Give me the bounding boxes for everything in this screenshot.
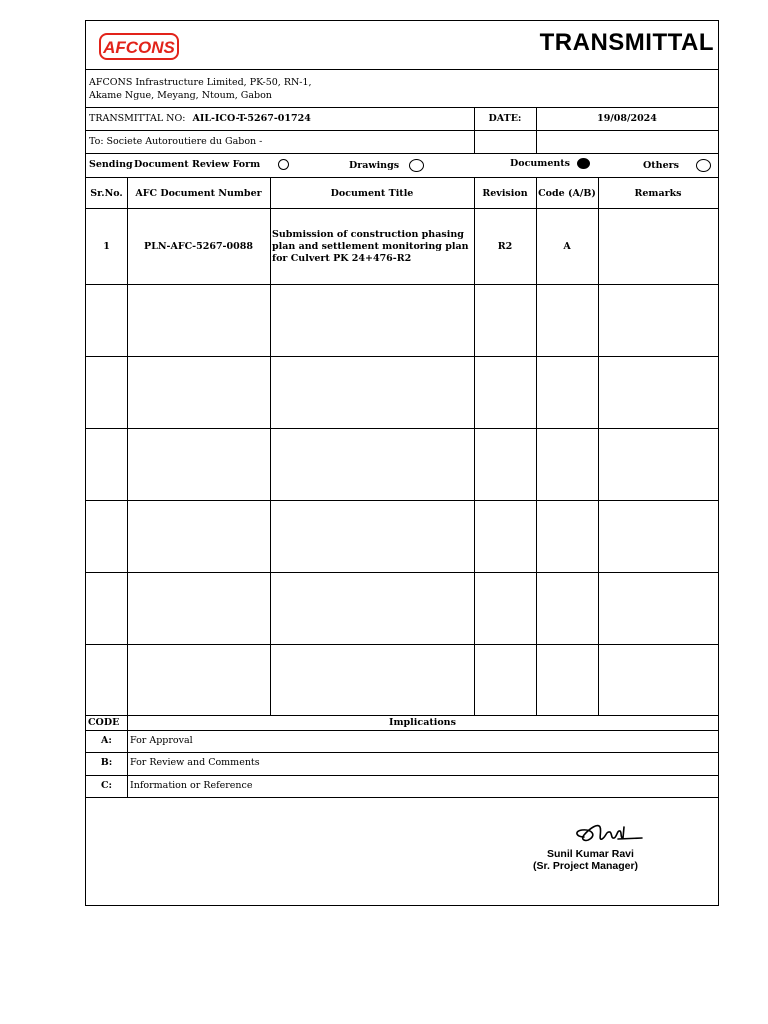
cell-doc-title: Submission of construction phasing plan and settlement monitoring plan for Culvert PK 24+476-R2	[272, 228, 469, 264]
radio-empty-icon[interactable]	[409, 159, 424, 172]
option-drawings[interactable]	[349, 159, 424, 172]
address-line-2: Akame Ngue, Meyang, Ntoum, Gabon	[89, 90, 272, 101]
option-others[interactable]	[643, 159, 711, 172]
col-header-revision: Revision	[482, 187, 528, 199]
code-c: C:	[100, 780, 113, 791]
date-value: 19/08/2024	[597, 113, 657, 124]
implications-header: Implications	[389, 717, 456, 728]
signatory-name: Sunil Kumar Ravi	[547, 848, 634, 860]
radio-empty-icon[interactable]	[696, 159, 711, 172]
transmittal-no-value: AIL-ICO-T-5267-01724	[192, 113, 311, 124]
cell-code: A	[563, 241, 571, 252]
option-label: Document Review Form	[134, 159, 261, 170]
document-table	[86, 178, 718, 716]
cell-revision: R2	[497, 241, 513, 252]
radio-filled-icon[interactable]	[577, 158, 590, 169]
to-row	[86, 131, 718, 154]
col-header-remarks: Remarks	[634, 187, 682, 199]
header-row	[86, 21, 718, 70]
cell-remarks	[598, 209, 718, 284]
address-line-1: AFCONS Infrastructure Limited, PK-50, RN-1,	[89, 77, 312, 88]
afcons-logo	[99, 33, 179, 60]
col-header-code: Code (A/B)	[538, 187, 596, 199]
code-a: A:	[101, 735, 112, 746]
col-header-doc-number: AFC Document Number	[135, 187, 262, 199]
cell-sr-no: 1	[103, 241, 110, 252]
signature-mark	[572, 819, 650, 849]
radio-empty-icon[interactable]	[278, 159, 289, 170]
sending-row	[86, 154, 718, 178]
option-document-review-form[interactable]	[134, 159, 289, 170]
transmittal-no-label: TRANSMITTAL NO:	[89, 113, 186, 124]
col-header-doc-title: Document Title	[330, 187, 414, 199]
recipient: To: Societe Autoroutiere du Gabon -	[89, 136, 263, 147]
cell-doc-number: PLN-AFC-5267-0088	[144, 241, 253, 252]
sending-label: Sending	[89, 159, 133, 170]
col-header-sr-no: Sr.No.	[90, 187, 123, 199]
option-label: Others	[643, 160, 679, 171]
page-title: TRANSMITTAL	[539, 29, 714, 56]
logo-text: AFCONS	[103, 38, 175, 57]
option-label: Drawings	[349, 160, 400, 171]
option-documents[interactable]	[510, 158, 590, 169]
code-b: B:	[100, 757, 113, 768]
date-label: DATE:	[488, 113, 522, 124]
code-b-text: For Review and Comments	[130, 757, 260, 768]
signatory-designation: (Sr. Project Manager)	[533, 860, 639, 872]
code-a-text: For Approval	[130, 735, 193, 746]
option-label: Documents	[510, 158, 571, 169]
code-c-text: Information or Reference	[130, 780, 253, 791]
address-row	[86, 70, 718, 108]
code-header: CODE	[88, 717, 120, 728]
codes-section	[86, 716, 718, 798]
transmittal-sheet	[85, 20, 719, 906]
transmittal-no-row	[86, 108, 718, 131]
